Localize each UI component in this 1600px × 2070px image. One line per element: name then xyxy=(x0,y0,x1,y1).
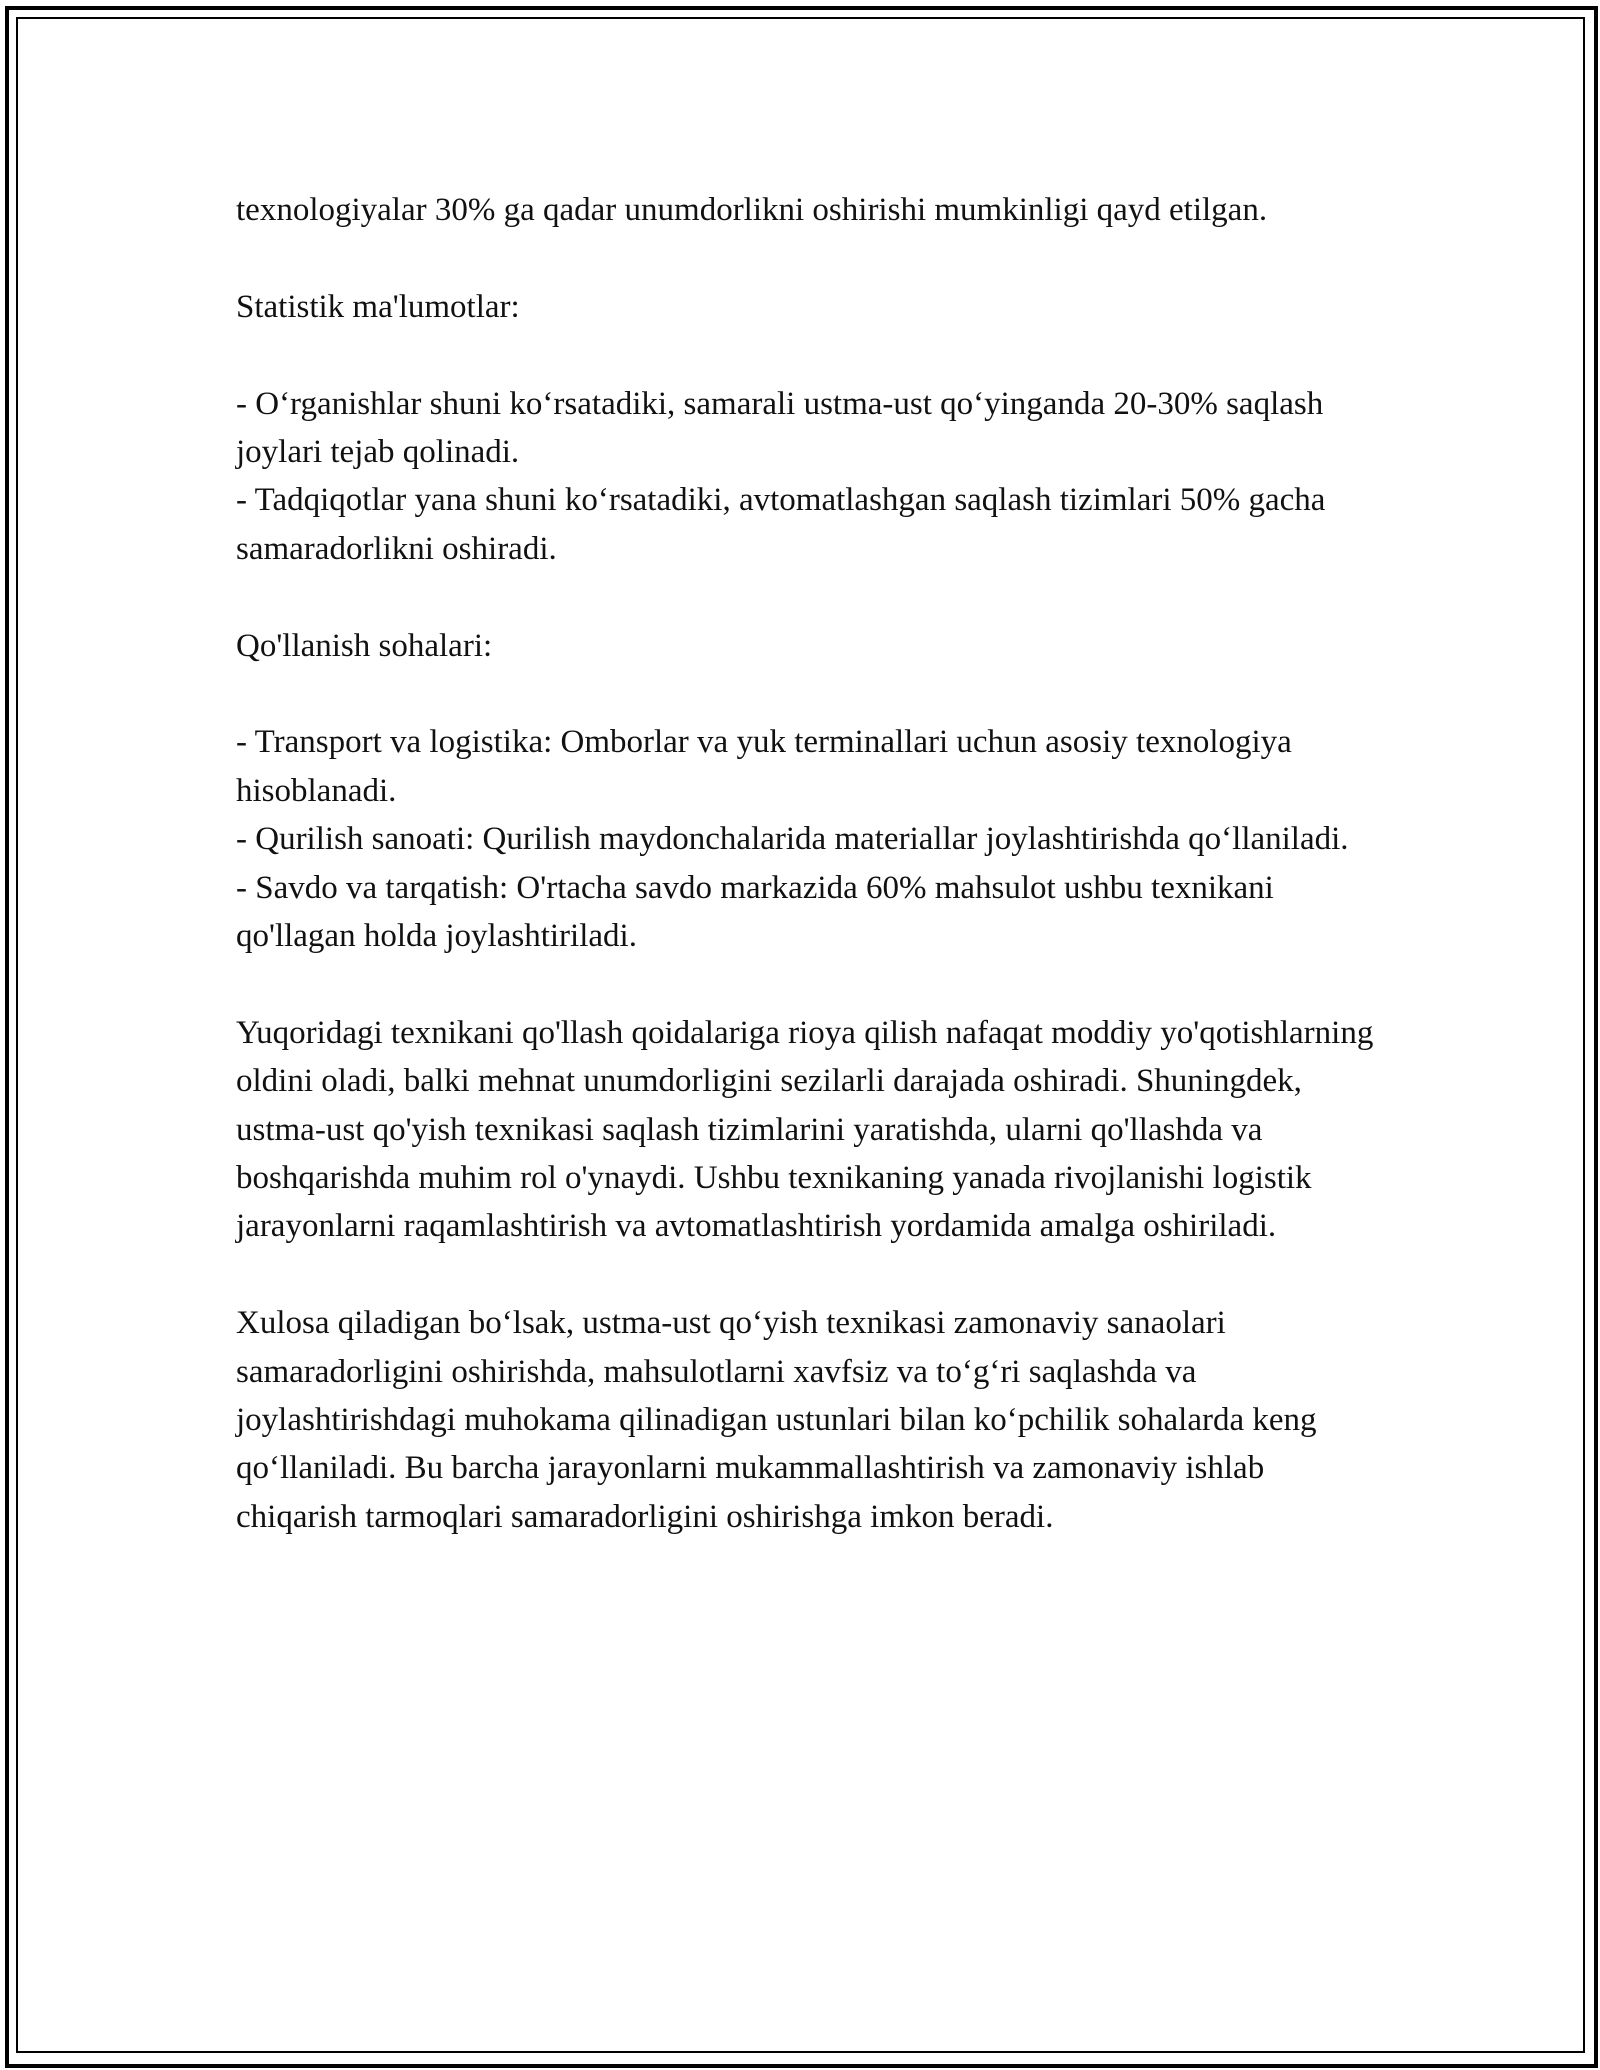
heading-statistics: Statistik ma'lumotlar: xyxy=(236,288,520,325)
paragraph-continuation: texnologiyalar 30% ga qadar unumdorlikni oshirishi mumkinligi qayd etilgan. xyxy=(236,192,1268,228)
list-item: - Savdo va tarqatish: O'rtacha savdo markazida 60% mahsulot ushbu texnikani qo'llagan holda joylashtiriladi. xyxy=(236,869,1274,955)
heading-application-areas: Qo'llanish sohalari: xyxy=(236,627,493,664)
blank-line xyxy=(236,960,1386,1008)
list-item: - O‘rganishlar shuni ko‘rsatadiki, samarali ustma-ust qo‘yinganda 20-30% saqlash joylari tejab qolinadi. xyxy=(236,385,1324,470)
blank-line xyxy=(236,1251,1386,1299)
list-item: - Tadqiqotlar yana shuni ko‘rsatadiki, avtomatlashgan saqlash tizimlari 50% gacha samaradorlikni oshiradi. xyxy=(236,482,1326,567)
blank-line xyxy=(236,234,1386,282)
blank-line xyxy=(236,331,1386,379)
list-item: - Qurilish sanoati: Qurilish maydonchalarida materiallar joylashtirishda qo‘llaniladi. xyxy=(236,821,1349,858)
list-item: - Transport va logistika: Omborlar va yuk terminallari uchun asosiy texnologiya hisoblanadi. xyxy=(236,724,1292,809)
document-body xyxy=(236,186,1386,1541)
blank-line xyxy=(236,670,1386,718)
paragraph-body: Yuqoridagi texnikani qo'llash qoidalariga rioya qilish nafaqat moddiy yo'qotishlarning oldini oladi, balki mehnat unumdorligini sezilarli darajada oshiradi. Shuningdek, ustma-ust qo'yish texnikasi saqlash tizimlarini yaratishda, ularni qo'llashda va boshqarishda muhim rol o'ynaydi. Ushbu texnikaning yanada rivojlanishi logistik jarayonlarni raqamlashtirish va avtomatlashtirish yordamida amalga oshiriladi. xyxy=(236,1014,1374,1245)
paragraph-conclusion: Xulosa qiladigan bo‘lsak, ustma-ust qo‘yish texnikasi zamonaviy sanaolari samaradorligini oshirishda, mahsulotlarni xavfsiz va to‘g‘ri saqlashda va joylashtirishdagi muhokama qilinadigan ustunlari bilan ko‘pchilik sohalarda keng qo‘llaniladi. Bu barcha jarayonlarni mukammallashtirish va zamonaviy ishlab chiqarish tarmoqlari samaradorligini oshirishga imkon beradi. xyxy=(236,1305,1317,1535)
blank-line xyxy=(236,573,1386,621)
